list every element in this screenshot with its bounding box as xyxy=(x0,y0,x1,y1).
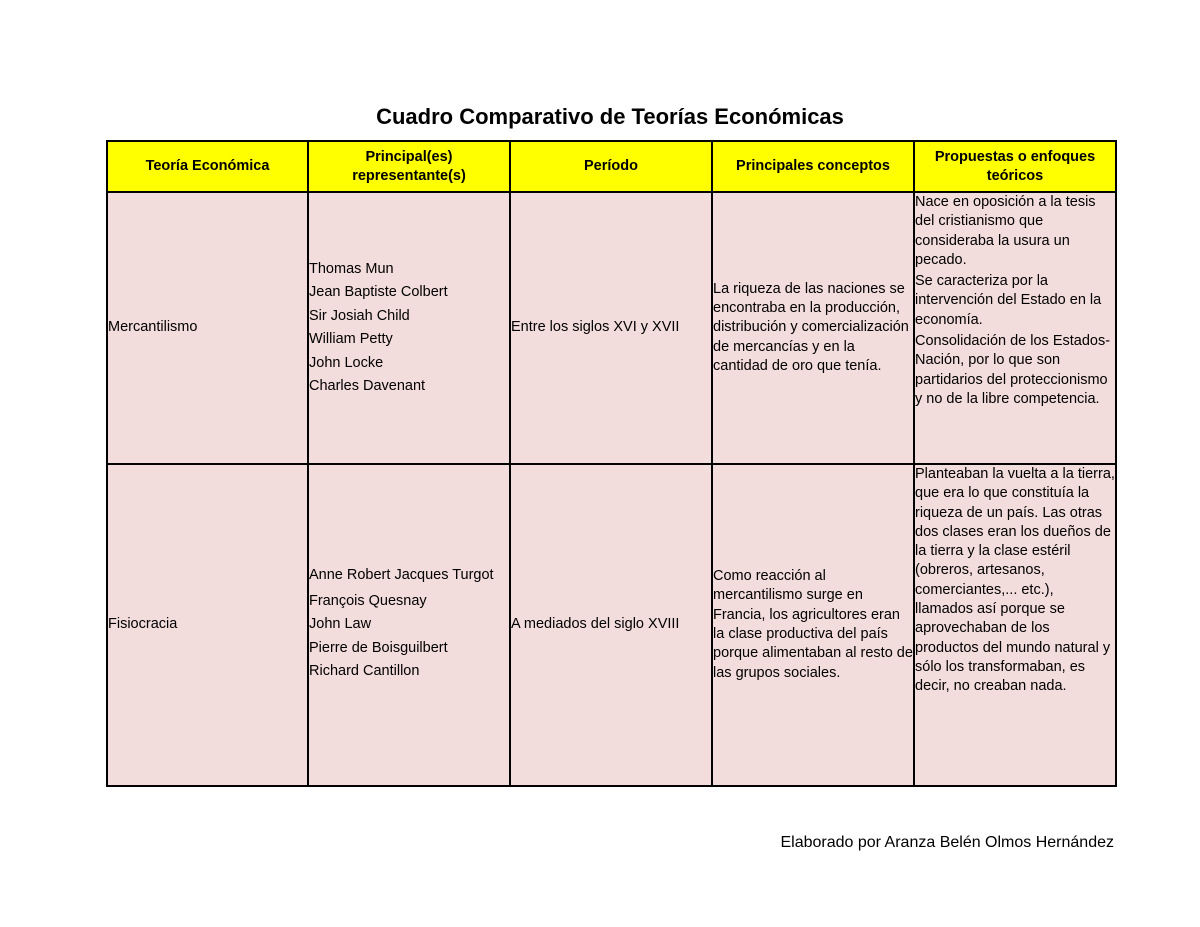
representative-name: Thomas Mun xyxy=(309,260,394,277)
period-cell: Entre los siglos XVI y XVII xyxy=(510,192,712,464)
header-period: Período xyxy=(510,141,712,192)
header-concepts: Principales conceptos xyxy=(712,141,914,192)
proposal-paragraph: Se caracteriza por la intervención del Estado en la economía. xyxy=(915,273,1102,328)
representative-name: Sir Josiah Child xyxy=(309,307,410,324)
theory-cell: Fisiocracia xyxy=(107,464,308,786)
representative-name: Charles Davenant xyxy=(309,378,426,394)
proposal-paragraph: Planteaban la vuelta a la tierra, que era lo que constituía la riqueza de un país. Las otras dos clases eran los dueños de la tierra y la clase estéril (obreros, artesanos, comerciantes,... etc.), llamados así porque se aprovechaban de los productos del mundo natural y sólo los transformaban, es decir, no creaban nada. xyxy=(915,466,1115,695)
representative-name: John Law xyxy=(309,616,372,633)
author-credit: Elaborado por Aranza Belén Olmos Hernández xyxy=(780,834,1114,851)
representatives-cell xyxy=(308,192,510,464)
representative-name: William Petty xyxy=(309,331,393,347)
proposals-cell xyxy=(914,464,1116,786)
period-cell: A mediados del siglo XVIII xyxy=(510,464,712,786)
page-title: Cuadro Comparativo de Teorías Económicas xyxy=(376,104,844,129)
proposal-paragraph: Nace en oposición a la tesis del cristianismo que consideraba la usura un pecado. xyxy=(915,194,1096,268)
comparison-table xyxy=(106,140,1117,787)
table-row xyxy=(107,464,1116,786)
representative-name: Anne Robert Jacques Turgot xyxy=(309,567,494,584)
header-theory: Teoría Económica xyxy=(107,141,308,192)
representative-name: Jean Baptiste Colbert xyxy=(309,284,448,300)
table-header-row xyxy=(107,141,1116,192)
proposal-paragraph: Consolidación de los Estados-Nación, por lo que son partidarios del proteccionismo y no de la libre competencia. xyxy=(915,333,1111,407)
representative-name: Pierre de Boisguilbert xyxy=(309,639,448,656)
representative-name: John Locke xyxy=(309,354,384,371)
table-row xyxy=(107,192,1116,464)
concepts-cell: La riqueza de las naciones se encontraba en la producción, distribución y comercialización de mercancías y en la cantidad de oro que tenía. xyxy=(712,192,914,464)
theory-cell: Mercantilismo xyxy=(107,192,308,464)
representative-name: Richard Cantillon xyxy=(309,663,420,680)
representative-name: François Quesnay xyxy=(309,592,427,609)
representatives-cell xyxy=(308,464,510,786)
proposals-cell xyxy=(914,192,1116,464)
header-proposals: Propuestas o enfoques teóricos xyxy=(914,141,1116,192)
header-representatives: Principal(es) representante(s) xyxy=(308,141,510,192)
concepts-cell: Como reacción al mercantilismo surge en Francia, los agricultores eran la clase productiva del país porque alimentaban al resto de las grupos sociales. xyxy=(712,464,914,786)
